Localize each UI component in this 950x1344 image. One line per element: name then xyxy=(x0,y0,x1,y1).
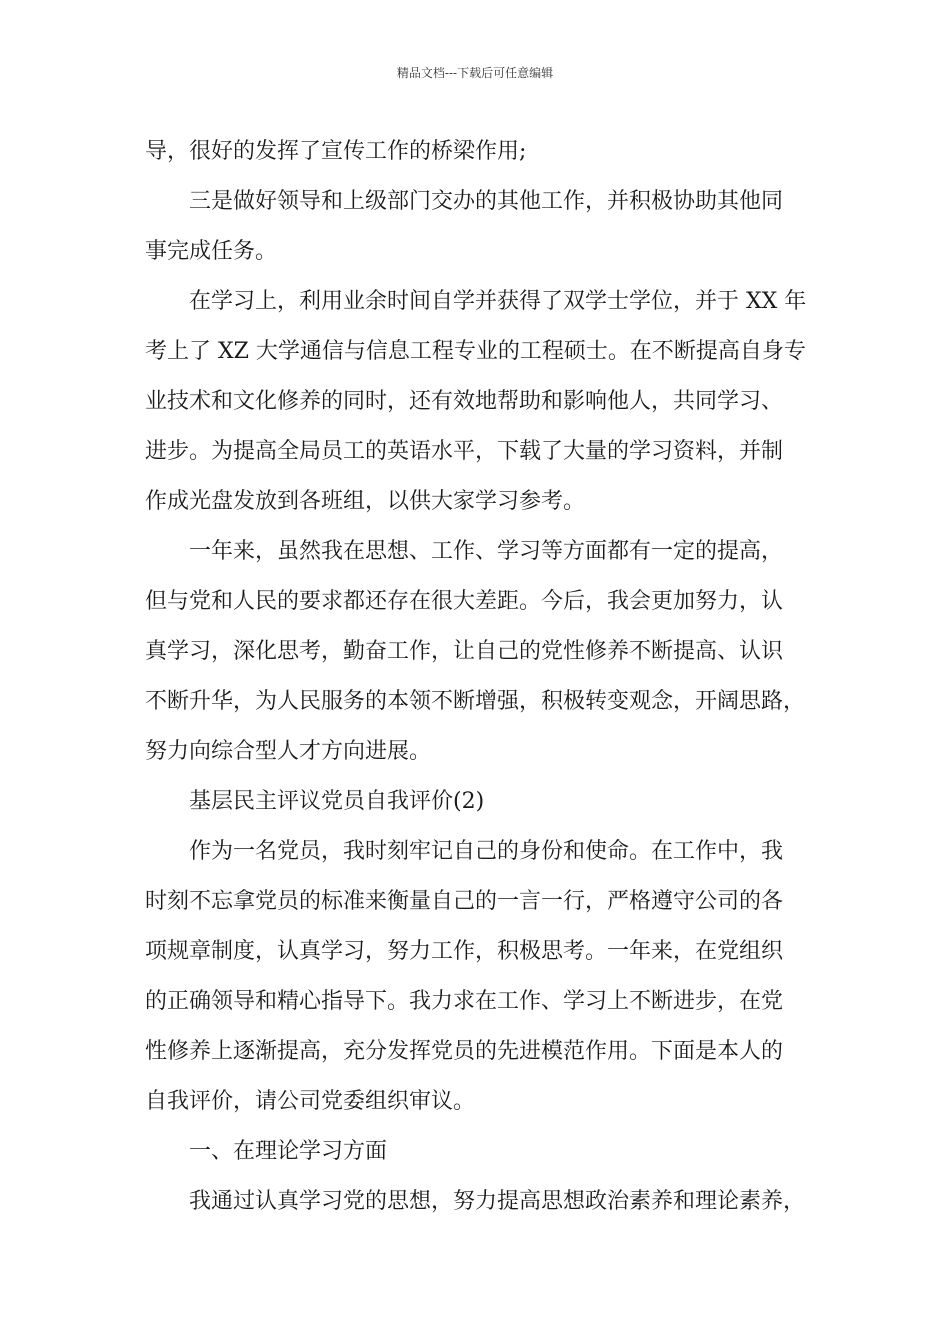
text-line: 我通过认真学习党的思想，努力提高思想政治素养和理论素养， xyxy=(189,1189,806,1214)
text-line: 的正确领导和精心指导下。我力求在工作、学习上不断进步，在党 xyxy=(145,989,784,1014)
text-line: 努力向综合型人才方向进展。 xyxy=(145,739,432,764)
text-line: 自我评价，请公司党委组织审议。 xyxy=(145,1089,476,1114)
page-header: 精品文档---下载后可任意编辑 xyxy=(396,66,554,80)
text-line: 业技术和文化修养的同时，还有效地帮助和影响他人，共同学习、 xyxy=(145,389,784,414)
text-line: 在学习上，利用业余时间自学并获得了双学士学位，并于 XX 年 xyxy=(189,289,807,314)
text-line: 一年来，虽然我在思想、工作、学习等方面都有一定的提高， xyxy=(189,539,784,564)
text-line: 真学习，深化思考，勤奋工作，让自己的党性修养不断提高、认识 xyxy=(145,639,784,664)
text-line: 进步。为提高全局员工的英语水平，下载了大量的学习资料，并制 xyxy=(145,439,784,464)
text-line: 但与党和人民的要求都还存在很大差距。今后，我会更加努力，认 xyxy=(145,589,784,614)
text-line: 作为一名党员，我时刻牢记自己的身份和使命。在工作中，我 xyxy=(189,839,784,864)
text-line: 作成光盘发放到各班组，以供大家学习参考。 xyxy=(145,489,586,514)
text-line: 考上了 XZ 大学通信与信息工程专业的工程硕士。在不断提高自身专 xyxy=(145,339,806,364)
text-line: 导，很好的发挥了宣传工作的桥梁作用; xyxy=(145,139,527,164)
text-line: 性修养上逐渐提高，充分发挥党员的先进模范作用。下面是本人的 xyxy=(145,1039,784,1064)
section-heading: 基层民主评议党员自我评价(2) xyxy=(189,789,485,814)
text-line: 项规章制度，认真学习，努力工作，积极思考。一年来，在党组织 xyxy=(145,939,784,964)
text-line: 时刻不忘拿党员的标准来衡量自己的一言一行，严格遵守公司的各 xyxy=(145,889,784,914)
text-line: 事完成任务。 xyxy=(145,239,278,264)
text-line: 三是做好领导和上级部门交办的其他工作，并积极协助其他同 xyxy=(189,189,784,214)
section-heading: 一、在理论学习方面 xyxy=(189,1139,388,1164)
document-body xyxy=(145,127,825,1227)
text-line: 不断升华，为人民服务的本领不断增强，积极转变观念，开阔思路， xyxy=(145,689,806,714)
